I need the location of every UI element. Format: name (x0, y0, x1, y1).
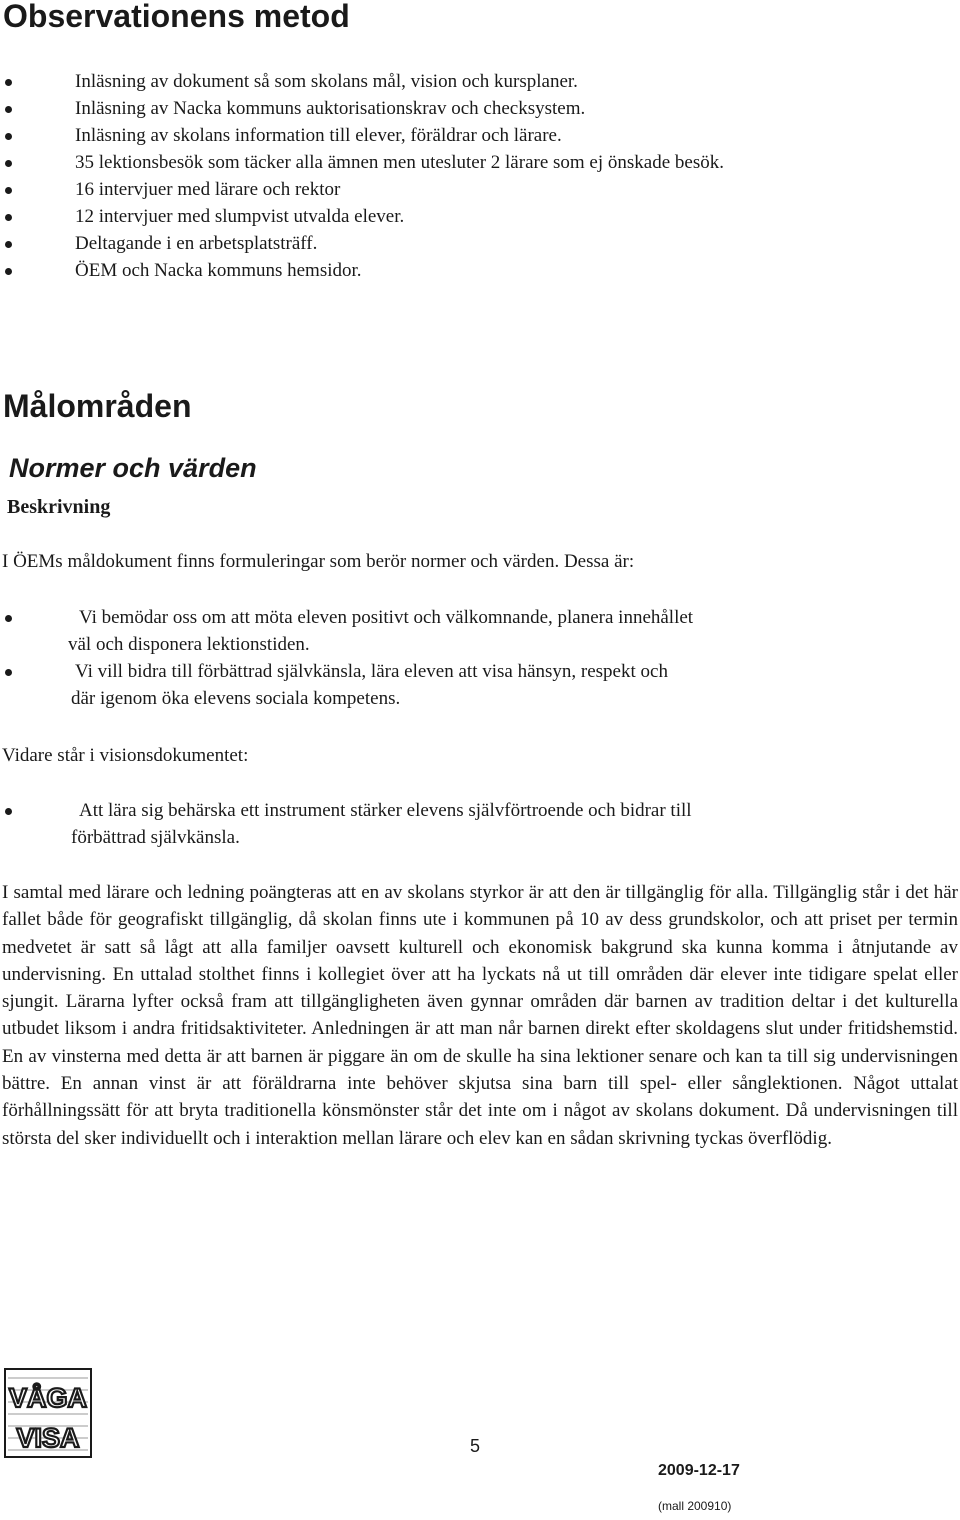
list-item-text: där igenom öka elevens sociala kompetens. (71, 688, 401, 709)
list-item (0, 95, 724, 122)
list-item-text: Vi bemödar oss om att möta eleven positivt och välkomnande, planera innehållet (79, 607, 694, 628)
list-item-text: Att lära sig behärska ett instrument stärker elevens självförtroende och bidrar till (79, 800, 692, 821)
bullet-icon (5, 160, 12, 167)
bullet-icon (5, 808, 12, 815)
bullet-icon (5, 187, 12, 194)
list-item-text: Deltagande i en arbetsplatsträff. (75, 233, 318, 254)
list-item (0, 68, 724, 95)
list-item-text: väl och disponera lektionstiden. (68, 634, 310, 655)
method-list (0, 68, 724, 284)
bullet-icon (5, 669, 12, 676)
list-item-text: Vi vill bidra till förbättrad självkänsla, lära eleven att visa hänsyn, respekt och (75, 661, 668, 682)
bullet-icon (5, 214, 12, 221)
list-item (0, 176, 724, 203)
description-heading: Beskrivning (7, 496, 111, 518)
subsection-heading-norms: Normer och värden (9, 453, 257, 483)
vision-intro: Vidare står i visionsdokumentet: (2, 745, 249, 766)
body-paragraph: I samtal med lärare och ledning poängteras att en av skolans styrkor är att den är tillgänglig för alla. Tillgänglig står i det här fallet både för geografiskt tillgänglig, då skolan finns ute i kommunen på 10 av dess grundskolor, och att priset per termin medvetet är satt så lågt att alla familjer oavsett kulturell och ekonomisk bakgrund ska kunna komma i åtnjutande av undervisning. En uttalad stolthet finns i kollegiet över att ha lyckats nå ut till områden där elever inte tidigare spelat eller sjungit. Lärarna lyfter också fram att tillgängligheten även gynnar områden där barnen av tradition deltar i det kulturella utbudet liksom i andra fritidsaktiviteter. Anledningen är att man når barnen direkt efter skoldagens slut under fritidshemstid. En av vinsterna med detta är att barnen är piggare än om de skulle ha sina lektioner senare och kan ta till sig undervisningen bättre. En annan vinst är att föräldrarna inte behöver skjutsa sina barn till spel- eller sånglektionen. Något uttalat förhållningssätt för att bryta traditionella könsmönster står det inte om i något av skolans dokument. Då undervisningen till största del sker individuellt och i interaktion mellan lärare och elev kan en sådan skrivning tyckas överflödig. (2, 882, 958, 1149)
bullet-icon (5, 133, 12, 140)
bullet-icon (5, 79, 12, 86)
intro-text: I ÖEMs måldokument finns formuleringar som berör normer och värden. Dessa är: (2, 551, 635, 572)
logo-text-top: VÅGA (8, 1383, 88, 1413)
list-item (0, 122, 724, 149)
page-title: Observationens metod (3, 0, 350, 34)
list-item-text: 16 intervjuer med lärare och rektor (75, 179, 341, 200)
list-item (0, 230, 724, 257)
list-item-text: Inläsning av Nacka kommuns auktorisationskrav och checksystem. (75, 98, 586, 119)
footer-template-label: (mall 200910) (658, 1499, 732, 1513)
bullet-icon (5, 615, 12, 622)
bullet-icon (5, 268, 12, 275)
list-item (0, 203, 724, 230)
list-item-text: ÖEM och Nacka kommuns hemsidor. (75, 260, 362, 281)
list-item-text: Inläsning av skolans information till elever, föräldrar och lärare. (75, 125, 562, 146)
list-item-text: 35 lektionsbesök som täcker alla ämnen men utesluter 2 lärare som ej önskade besök. (75, 152, 724, 173)
bullet-icon (5, 106, 12, 113)
list-item-text: förbättrad självkänsla. (71, 827, 240, 848)
page-number: 5 (470, 1436, 481, 1456)
list-item (0, 257, 724, 284)
bullet-icon (5, 241, 12, 248)
footer-date: 2009-12-17 (658, 1462, 740, 1479)
logo-text-bottom: VISA (16, 1423, 80, 1453)
list-item (0, 149, 724, 176)
list-item-text: Inläsning av dokument så som skolans mål, vision och kursplaner. (75, 71, 578, 92)
vaga-visa-logo (4, 1368, 92, 1458)
section-heading-areas: Målområden (3, 388, 192, 424)
list-item-text: 12 intervjuer med slumpvist utvalda elever. (75, 206, 405, 227)
